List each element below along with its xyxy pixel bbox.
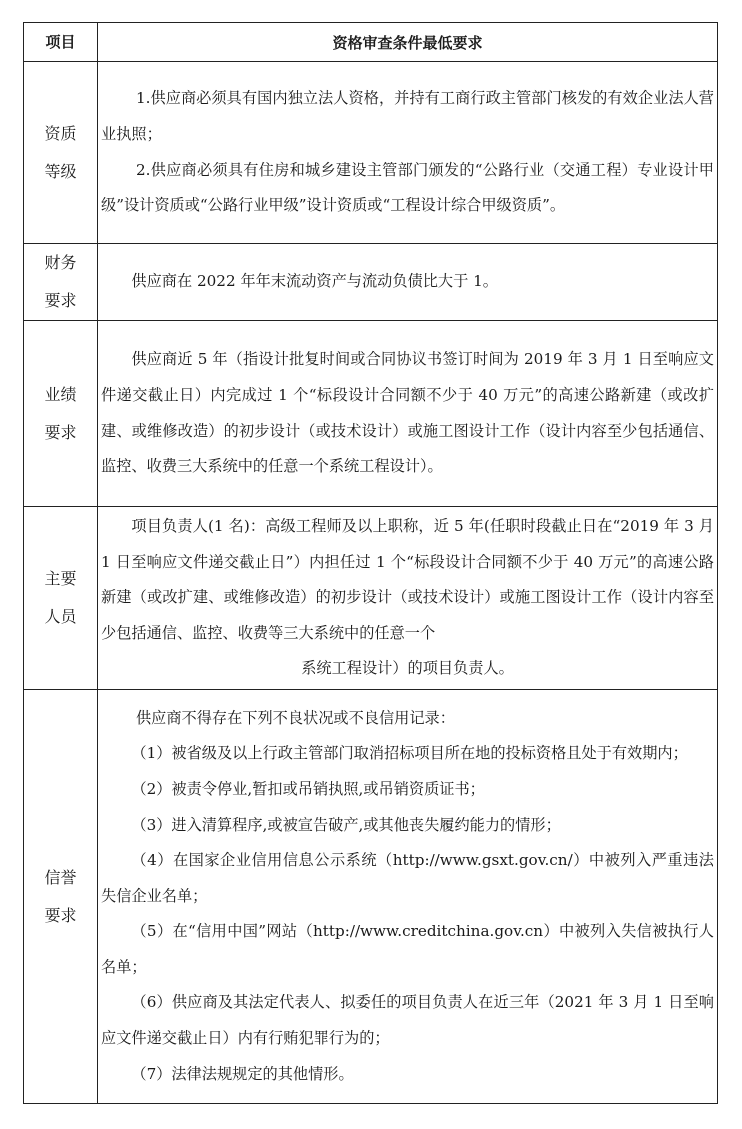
row-performance [24,321,718,507]
label-line: 要求 [44,291,77,310]
label-performance [24,321,98,507]
content-personnel [98,507,718,690]
label-line: 财务 [44,253,77,272]
content-credit [98,690,718,1104]
paragraph: 供应商在 2022 年年末流动资产与流动负债比大于 1。 [131,272,498,291]
table-header-row [24,23,718,62]
label-credit [24,690,98,1104]
row-personnel [24,507,718,690]
label-line: 要求 [44,422,77,442]
label-line: 要求 [44,905,77,925]
header-requirement: 资格审查条件最低要求 [98,23,718,62]
label-line: 主要 [44,569,77,588]
list-item: （2）被责令停业,暂扣或吊销执照,或吊销资质证书； [131,779,485,798]
list-item: （1）被省级及以上行政主管部门取消招标项目所在地的投标资格且处于有效期内； [131,744,688,763]
header-item: 项目 [24,23,98,62]
label-line: 人员 [44,607,77,626]
label-finance [24,244,98,321]
list-item: （3）进入清算程序,或被宣告破产,或其他丧失履约能力的情形； [131,815,561,834]
content-qualification [98,62,718,244]
list-item: （7）法律法规规定的其他情形。 [131,1064,354,1083]
row-qualification [24,62,718,244]
paragraph: 系统工程设计）的项目负责人。 [301,659,514,678]
paragraph: 2.供应商必须具有住房和城乡建设主管部门颁发的“公路行业（交通工程）专业设计甲级”设计资质或“公路行业甲级”设计资质或“工程设计综合甲级资质”。 [101,160,714,215]
paragraph: 供应商近 5 年（指设计批复时间或合同协议书签订时间为 2019 年 3 月 1 日至响应文件递交截止日）内完成过 1 个“标段设计合同额不少于 40 万元”的高速公路新建（或改扩建、或维修改造）的初步设计（或技术设计）或施工图设计工作（设计内容至少包括通信、监控、收费三大系统中的任意一个系统工程设计）。 [101,350,714,476]
content-performance [98,321,718,507]
row-finance [24,244,718,321]
label-line: 等级 [44,161,77,181]
list-item: （6）供应商及其法定代表人、拟委任的项目负责人在近三年（2021 年 3 月 1 日至响应文件递交截止日）内有行贿犯罪行为的； [101,993,714,1048]
paragraph: 1.供应商必须具有国内独立法人资格，并持有工商行政主管部门核发的有效企业法人营业执照； [101,89,714,143]
label-line: 信誉 [44,867,77,887]
credit-intro: 供应商不得存在下列不良状况或不良信用记录： [135,708,455,727]
qualification-requirements-table [23,22,718,1104]
label-line: 资质 [44,123,77,143]
label-qualification [24,62,98,244]
list-item: （5）在“信用中国”网站（http://www.creditchina.gov.cn）中被列入失信被执行人名单； [101,922,714,976]
row-credit [24,690,718,1104]
label-line: 业绩 [44,384,77,404]
content-finance [98,244,718,321]
list-item: （4）在国家企业信用信息公示系统（http://www.gsxt.gov.cn/）中被列入严重违法失信企业名单； [101,851,714,905]
paragraph: 项目负责人(1 名)：高级工程师及以上职称，近 5 年(任职时段截止日在“2019 年 3 月 1 日至响应文件递交截止日”）内担任过 1 个“标段设计合同额不少于 40 万元”的高速公路新建（或改扩建、或维修改造）的初步设计（或技术设计）或施工图设计工作（设计内容至少包括通信、监控、收费等三大系统中的任意一个 [101,517,714,642]
label-personnel [24,507,98,690]
